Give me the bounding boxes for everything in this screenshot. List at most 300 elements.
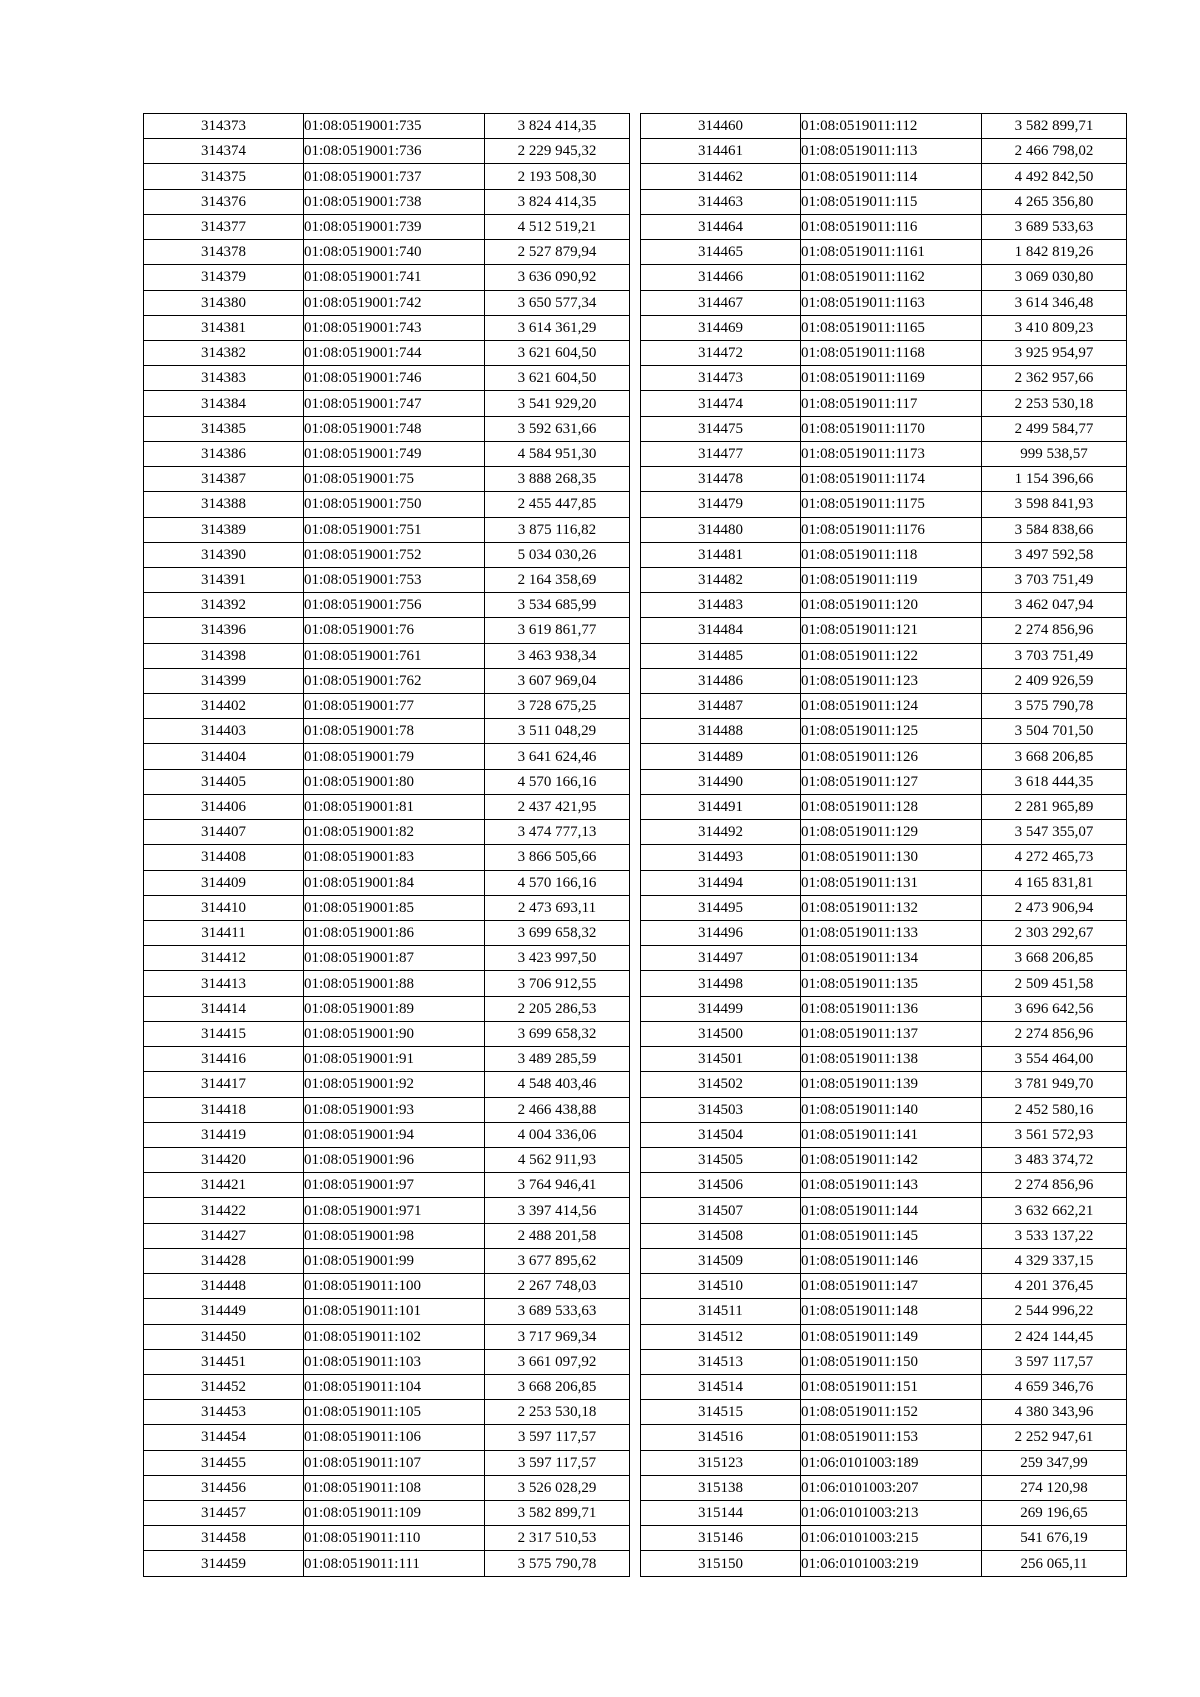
row-number-cell: 314450 (144, 1324, 304, 1349)
cadastral-value-cell: 2 437 421,95 (485, 794, 630, 819)
cadastral-value-cell: 2 267 748,03 (485, 1274, 630, 1299)
cadastral-number-cell: 01:08:0519011:113 (801, 139, 982, 164)
cadastral-number-cell: 01:08:0519011:150 (801, 1349, 982, 1374)
cadastral-number-cell: 01:08:0519001:80 (304, 769, 485, 794)
cadastral-number-cell: 01:08:0519001:762 (304, 668, 485, 693)
row-number-cell: 314422 (144, 1198, 304, 1223)
cadastral-number-cell: 01:08:0519001:98 (304, 1223, 485, 1248)
cadastral-number-cell: 01:08:0519011:140 (801, 1097, 982, 1122)
row-number-cell: 314465 (641, 240, 801, 265)
cadastral-number-cell: 01:08:0519001:81 (304, 794, 485, 819)
cadastral-number-cell: 01:08:0519001:742 (304, 290, 485, 315)
cadastral-number-cell: 01:08:0519001:741 (304, 265, 485, 290)
row-number-cell: 314499 (641, 996, 801, 1021)
cadastral-value-cell: 2 473 906,94 (982, 895, 1127, 920)
table-row (641, 240, 1127, 265)
cadastral-value-cell: 4 004 336,06 (485, 1122, 630, 1147)
cadastral-value-cell: 2 499 584,77 (982, 416, 1127, 441)
cadastral-number-cell: 01:08:0519001:747 (304, 391, 485, 416)
table-row (641, 467, 1127, 492)
table-row (144, 114, 630, 139)
table-row (144, 265, 630, 290)
cadastral-number-cell: 01:08:0519001:971 (304, 1198, 485, 1223)
table-row (641, 340, 1127, 365)
row-number-cell: 314417 (144, 1072, 304, 1097)
cadastral-value-cell: 4 380 343,96 (982, 1400, 1127, 1425)
table-row (641, 1299, 1127, 1324)
cadastral-number-cell: 01:08:0519011:103 (304, 1349, 485, 1374)
table-row (641, 164, 1127, 189)
row-number-cell: 314414 (144, 996, 304, 1021)
table-row (641, 769, 1127, 794)
cadastral-value-cell: 3 621 604,50 (485, 340, 630, 365)
cadastral-number-cell: 01:08:0519001:749 (304, 441, 485, 466)
row-number-cell: 314510 (641, 1274, 801, 1299)
cadastral-value-cell: 2 473 693,11 (485, 895, 630, 920)
cadastral-value-cell: 3 696 642,56 (982, 996, 1127, 1021)
cadastral-value-cell: 3 511 048,29 (485, 719, 630, 744)
row-number-cell: 314379 (144, 265, 304, 290)
cadastral-number-cell: 01:08:0519011:118 (801, 542, 982, 567)
table-row (144, 1299, 630, 1324)
cadastral-value-cell: 256 065,11 (982, 1551, 1127, 1576)
cadastral-value-cell: 3 582 899,71 (485, 1501, 630, 1526)
cadastral-value-cell: 4 329 337,15 (982, 1248, 1127, 1273)
row-number-cell: 314492 (641, 820, 801, 845)
cadastral-number-cell: 01:08:0519011:152 (801, 1400, 982, 1425)
table-row (144, 794, 630, 819)
row-number-cell: 314463 (641, 189, 801, 214)
cadastral-number-cell: 01:08:0519011:115 (801, 189, 982, 214)
cadastral-value-cell: 3 706 912,55 (485, 971, 630, 996)
left-table (143, 113, 630, 1577)
cadastral-number-cell: 01:08:0519001:82 (304, 820, 485, 845)
cadastral-value-cell: 2 409 926,59 (982, 668, 1127, 693)
row-number-cell: 314477 (641, 441, 801, 466)
cadastral-number-cell: 01:08:0519011:120 (801, 593, 982, 618)
row-number-cell: 314511 (641, 1299, 801, 1324)
table-row (144, 593, 630, 618)
row-number-cell: 314507 (641, 1198, 801, 1223)
cadastral-value-cell: 3 689 533,63 (485, 1299, 630, 1324)
cadastral-number-cell: 01:08:0519001:84 (304, 870, 485, 895)
row-number-cell: 314464 (641, 214, 801, 239)
row-number-cell: 315150 (641, 1551, 801, 1576)
cadastral-number-cell: 01:08:0519011:146 (801, 1248, 982, 1273)
cadastral-value-cell: 2 362 957,66 (982, 366, 1127, 391)
table-row (144, 921, 630, 946)
cadastral-value-cell: 2 303 292,67 (982, 921, 1127, 946)
table-row (641, 643, 1127, 668)
cadastral-value-cell: 3 650 577,34 (485, 290, 630, 315)
cadastral-number-cell: 01:08:0519011:147 (801, 1274, 982, 1299)
row-number-cell: 314481 (641, 542, 801, 567)
cadastral-number-cell: 01:08:0519011:132 (801, 895, 982, 920)
cadastral-value-cell: 3 497 592,58 (982, 542, 1127, 567)
cadastral-value-cell: 2 252 947,61 (982, 1425, 1127, 1450)
cadastral-value-cell: 3 824 414,35 (485, 189, 630, 214)
row-number-cell: 314456 (144, 1475, 304, 1500)
cadastral-number-cell: 01:08:0519001:748 (304, 416, 485, 441)
cadastral-number-cell: 01:08:0519001:93 (304, 1097, 485, 1122)
row-number-cell: 314412 (144, 946, 304, 971)
cadastral-value-cell: 3 781 949,70 (982, 1072, 1127, 1097)
row-number-cell: 314503 (641, 1097, 801, 1122)
cadastral-number-cell: 01:08:0519001:750 (304, 492, 485, 517)
table-row (641, 870, 1127, 895)
table-row (641, 1526, 1127, 1551)
table-row (144, 214, 630, 239)
row-number-cell: 314403 (144, 719, 304, 744)
cadastral-number-cell: 01:08:0519001:85 (304, 895, 485, 920)
table-row (641, 517, 1127, 542)
cadastral-number-cell: 01:08:0519011:134 (801, 946, 982, 971)
row-number-cell: 314493 (641, 845, 801, 870)
table-row (641, 971, 1127, 996)
cadastral-value-cell: 2 424 144,45 (982, 1324, 1127, 1349)
cadastral-value-cell: 2 205 286,53 (485, 996, 630, 1021)
cadastral-value-cell: 3 597 117,57 (982, 1349, 1127, 1374)
cadastral-value-cell: 2 488 201,58 (485, 1223, 630, 1248)
table-row (641, 189, 1127, 214)
table-row (144, 1400, 630, 1425)
table-row (144, 1450, 630, 1475)
table-row (144, 240, 630, 265)
table-row (144, 467, 630, 492)
row-number-cell: 314449 (144, 1299, 304, 1324)
cadastral-number-cell: 01:08:0519011:1175 (801, 492, 982, 517)
table-row (641, 139, 1127, 164)
cadastral-value-cell: 269 196,65 (982, 1501, 1127, 1526)
cadastral-value-cell: 3 463 938,34 (485, 643, 630, 668)
row-number-cell: 314428 (144, 1248, 304, 1273)
cadastral-value-cell: 4 562 911,93 (485, 1147, 630, 1172)
cadastral-number-cell: 01:08:0519011:116 (801, 214, 982, 239)
row-number-cell: 314396 (144, 618, 304, 643)
cadastral-value-cell: 1 154 396,66 (982, 467, 1127, 492)
table-row (144, 643, 630, 668)
cadastral-value-cell: 3 632 662,21 (982, 1198, 1127, 1223)
row-number-cell: 314389 (144, 517, 304, 542)
row-number-cell: 314381 (144, 315, 304, 340)
cadastral-number-cell: 01:08:0519001:740 (304, 240, 485, 265)
cadastral-value-cell: 3 641 624,46 (485, 744, 630, 769)
cadastral-value-cell: 4 570 166,16 (485, 870, 630, 895)
row-number-cell: 314504 (641, 1122, 801, 1147)
cadastral-value-cell: 3 575 790,78 (485, 1551, 630, 1576)
row-number-cell: 314384 (144, 391, 304, 416)
cadastral-number-cell: 01:08:0519011:131 (801, 870, 982, 895)
cadastral-value-cell: 2 274 856,96 (982, 1173, 1127, 1198)
cadastral-value-cell: 1 842 819,26 (982, 240, 1127, 265)
cadastral-value-cell: 3 423 997,50 (485, 946, 630, 971)
cadastral-number-cell: 01:08:0519001:746 (304, 366, 485, 391)
table-row (144, 744, 630, 769)
cadastral-value-cell: 541 676,19 (982, 1526, 1127, 1551)
cadastral-number-cell: 01:08:0519011:145 (801, 1223, 982, 1248)
row-number-cell: 314409 (144, 870, 304, 895)
table-row (144, 189, 630, 214)
table-row (641, 1475, 1127, 1500)
cadastral-number-cell: 01:08:0519011:125 (801, 719, 982, 744)
cadastral-value-cell: 3 561 572,93 (982, 1122, 1127, 1147)
row-number-cell: 314459 (144, 1551, 304, 1576)
cadastral-number-cell: 01:08:0519011:148 (801, 1299, 982, 1324)
cadastral-number-cell: 01:06:0101003:207 (801, 1475, 982, 1500)
cadastral-number-cell: 01:08:0519011:106 (304, 1425, 485, 1450)
row-number-cell: 314472 (641, 340, 801, 365)
row-number-cell: 314398 (144, 643, 304, 668)
table-row (144, 1526, 630, 1551)
cadastral-value-cell: 3 619 861,77 (485, 618, 630, 643)
row-number-cell: 314487 (641, 694, 801, 719)
table-row (641, 1324, 1127, 1349)
cadastral-value-cell: 2 455 447,85 (485, 492, 630, 517)
row-number-cell: 314506 (641, 1173, 801, 1198)
table-row (144, 895, 630, 920)
row-number-cell: 314483 (641, 593, 801, 618)
cadastral-number-cell: 01:08:0519001:91 (304, 1047, 485, 1072)
row-number-cell: 314421 (144, 1173, 304, 1198)
row-number-cell: 314420 (144, 1147, 304, 1172)
table-row (144, 1021, 630, 1046)
row-number-cell: 314501 (641, 1047, 801, 1072)
cadastral-value-cell: 3 677 895,62 (485, 1248, 630, 1273)
right-table (640, 113, 1127, 1577)
cadastral-number-cell: 01:08:0519011:153 (801, 1425, 982, 1450)
row-number-cell: 314392 (144, 593, 304, 618)
cadastral-value-cell: 3 668 206,85 (982, 946, 1127, 971)
cadastral-value-cell: 3 597 117,57 (485, 1425, 630, 1450)
table-row (641, 744, 1127, 769)
cadastral-value-cell: 4 512 519,21 (485, 214, 630, 239)
row-number-cell: 314502 (641, 1072, 801, 1097)
row-number-cell: 314494 (641, 870, 801, 895)
table-row (144, 1501, 630, 1526)
cadastral-value-cell: 3 584 838,66 (982, 517, 1127, 542)
cadastral-number-cell: 01:08:0519001:739 (304, 214, 485, 239)
row-number-cell: 314390 (144, 542, 304, 567)
cadastral-value-cell: 2 466 438,88 (485, 1097, 630, 1122)
table-row (641, 366, 1127, 391)
cadastral-value-cell: 3 618 444,35 (982, 769, 1127, 794)
cadastral-number-cell: 01:08:0519001:744 (304, 340, 485, 365)
table-row (144, 1425, 630, 1450)
table-row (144, 315, 630, 340)
table-row (144, 996, 630, 1021)
cadastral-number-cell: 01:08:0519011:139 (801, 1072, 982, 1097)
row-number-cell: 314469 (641, 315, 801, 340)
table-row (641, 820, 1127, 845)
table-row (144, 1173, 630, 1198)
table-row (144, 719, 630, 744)
cadastral-value-cell: 4 265 356,80 (982, 189, 1127, 214)
row-number-cell: 314500 (641, 1021, 801, 1046)
table-row (641, 1501, 1127, 1526)
cadastral-value-cell: 274 120,98 (982, 1475, 1127, 1500)
table-row (144, 1551, 630, 1576)
cadastral-value-cell: 2 274 856,96 (982, 618, 1127, 643)
row-number-cell: 314466 (641, 265, 801, 290)
row-number-cell: 314491 (641, 794, 801, 819)
row-number-cell: 314377 (144, 214, 304, 239)
table-row (144, 1122, 630, 1147)
table-row (144, 517, 630, 542)
table-row (144, 567, 630, 592)
cadastral-number-cell: 01:08:0519001:756 (304, 593, 485, 618)
cadastral-value-cell: 4 165 831,81 (982, 870, 1127, 895)
table-row (144, 1072, 630, 1097)
cadastral-value-cell: 3 592 631,66 (485, 416, 630, 441)
cadastral-value-cell: 3 925 954,97 (982, 340, 1127, 365)
cadastral-number-cell: 01:08:0519001:752 (304, 542, 485, 567)
cadastral-value-cell: 3 397 414,56 (485, 1198, 630, 1223)
cadastral-value-cell: 4 548 403,46 (485, 1072, 630, 1097)
cadastral-value-cell: 3 888 268,35 (485, 467, 630, 492)
row-number-cell: 314406 (144, 794, 304, 819)
cadastral-value-cell: 4 659 346,76 (982, 1374, 1127, 1399)
cadastral-number-cell: 01:08:0519001:90 (304, 1021, 485, 1046)
table-row (641, 492, 1127, 517)
row-number-cell: 315146 (641, 1526, 801, 1551)
cadastral-value-cell: 3 703 751,49 (982, 643, 1127, 668)
table-row (641, 290, 1127, 315)
cadastral-number-cell: 01:08:0519001:753 (304, 567, 485, 592)
cadastral-number-cell: 01:08:0519011:1174 (801, 467, 982, 492)
row-number-cell: 314498 (641, 971, 801, 996)
row-number-cell: 314479 (641, 492, 801, 517)
cadastral-number-cell: 01:08:0519001:76 (304, 618, 485, 643)
row-number-cell: 314478 (641, 467, 801, 492)
table-row (144, 1475, 630, 1500)
cadastral-value-cell: 3 689 533,63 (982, 214, 1127, 239)
cadastral-value-cell: 3 717 969,34 (485, 1324, 630, 1349)
table-row (641, 719, 1127, 744)
cadastral-value-cell: 3 533 137,22 (982, 1223, 1127, 1248)
row-number-cell: 314514 (641, 1374, 801, 1399)
row-number-cell: 314482 (641, 567, 801, 592)
cadastral-number-cell: 01:08:0519011:107 (304, 1450, 485, 1475)
table-row (144, 164, 630, 189)
cadastral-number-cell: 01:08:0519011:111 (304, 1551, 485, 1576)
table-row (641, 1097, 1127, 1122)
table-row (641, 1248, 1127, 1273)
row-number-cell: 314407 (144, 820, 304, 845)
table-row (641, 895, 1127, 920)
cadastral-value-cell: 2 253 530,18 (485, 1400, 630, 1425)
table-row (641, 1223, 1127, 1248)
cadastral-value-cell: 3 410 809,23 (982, 315, 1127, 340)
table-row (144, 820, 630, 845)
table-row (641, 114, 1127, 139)
table-row (641, 1122, 1127, 1147)
table-row (144, 441, 630, 466)
row-number-cell: 315123 (641, 1450, 801, 1475)
cadastral-number-cell: 01:08:0519001:89 (304, 996, 485, 1021)
cadastral-number-cell: 01:08:0519011:104 (304, 1374, 485, 1399)
row-number-cell: 314408 (144, 845, 304, 870)
row-number-cell: 314467 (641, 290, 801, 315)
row-number-cell: 315144 (641, 1501, 801, 1526)
cadastral-number-cell: 01:08:0519011:138 (801, 1047, 982, 1072)
table-row (641, 1400, 1127, 1425)
row-number-cell: 314373 (144, 114, 304, 139)
table-row (641, 618, 1127, 643)
table-row (144, 492, 630, 517)
row-number-cell: 314410 (144, 895, 304, 920)
table-row (641, 315, 1127, 340)
cadastral-number-cell: 01:08:0519001:77 (304, 694, 485, 719)
row-number-cell: 314383 (144, 366, 304, 391)
table-row (144, 290, 630, 315)
cadastral-number-cell: 01:08:0519011:133 (801, 921, 982, 946)
cadastral-number-cell: 01:08:0519011:141 (801, 1122, 982, 1147)
row-number-cell: 314461 (641, 139, 801, 164)
cadastral-number-cell: 01:08:0519001:92 (304, 1072, 485, 1097)
row-number-cell: 314516 (641, 1425, 801, 1450)
table-row (144, 366, 630, 391)
table-row (144, 1274, 630, 1299)
cadastral-number-cell: 01:08:0519001:737 (304, 164, 485, 189)
row-number-cell: 314490 (641, 769, 801, 794)
row-number-cell: 314496 (641, 921, 801, 946)
cadastral-value-cell: 4 201 376,45 (982, 1274, 1127, 1299)
table-row (641, 668, 1127, 693)
cadastral-number-cell: 01:08:0519001:86 (304, 921, 485, 946)
cadastral-value-cell: 3 462 047,94 (982, 593, 1127, 618)
row-number-cell: 314405 (144, 769, 304, 794)
table-row (641, 441, 1127, 466)
cadastral-number-cell: 01:08:0519011:124 (801, 694, 982, 719)
row-number-cell: 314462 (641, 164, 801, 189)
row-number-cell: 314452 (144, 1374, 304, 1399)
row-number-cell: 314484 (641, 618, 801, 643)
cadastral-number-cell: 01:08:0519011:102 (304, 1324, 485, 1349)
cadastral-number-cell: 01:08:0519011:1173 (801, 441, 982, 466)
cadastral-number-cell: 01:08:0519001:75 (304, 467, 485, 492)
cadastral-value-cell: 4 570 166,16 (485, 769, 630, 794)
row-number-cell: 314495 (641, 895, 801, 920)
cadastral-number-cell: 01:08:0519001:736 (304, 139, 485, 164)
row-number-cell: 314375 (144, 164, 304, 189)
cadastral-value-cell: 4 584 951,30 (485, 441, 630, 466)
cadastral-number-cell: 01:08:0519001:761 (304, 643, 485, 668)
table-row (641, 1374, 1127, 1399)
table-row (144, 694, 630, 719)
cadastral-number-cell: 01:08:0519011:1168 (801, 340, 982, 365)
row-number-cell: 314473 (641, 366, 801, 391)
cadastral-number-cell: 01:08:0519011:114 (801, 164, 982, 189)
row-number-cell: 314413 (144, 971, 304, 996)
cadastral-value-cell: 3 554 464,00 (982, 1047, 1127, 1072)
cadastral-value-cell: 259 347,99 (982, 1450, 1127, 1475)
row-number-cell: 314415 (144, 1021, 304, 1046)
cadastral-number-cell: 01:08:0519011:122 (801, 643, 982, 668)
row-number-cell: 314453 (144, 1400, 304, 1425)
row-number-cell: 314460 (641, 114, 801, 139)
cadastral-number-cell: 01:08:0519011:1169 (801, 366, 982, 391)
table-row (641, 794, 1127, 819)
cadastral-number-cell: 01:08:0519011:1176 (801, 517, 982, 542)
cadastral-value-cell: 3 703 751,49 (982, 567, 1127, 592)
row-number-cell: 314474 (641, 391, 801, 416)
cadastral-value-cell: 2 274 856,96 (982, 1021, 1127, 1046)
cadastral-value-cell: 2 527 879,94 (485, 240, 630, 265)
right-table-body (641, 114, 1127, 1577)
cadastral-number-cell: 01:08:0519001:743 (304, 315, 485, 340)
cadastral-number-cell: 01:08:0519011:1165 (801, 315, 982, 340)
table-row (641, 1173, 1127, 1198)
